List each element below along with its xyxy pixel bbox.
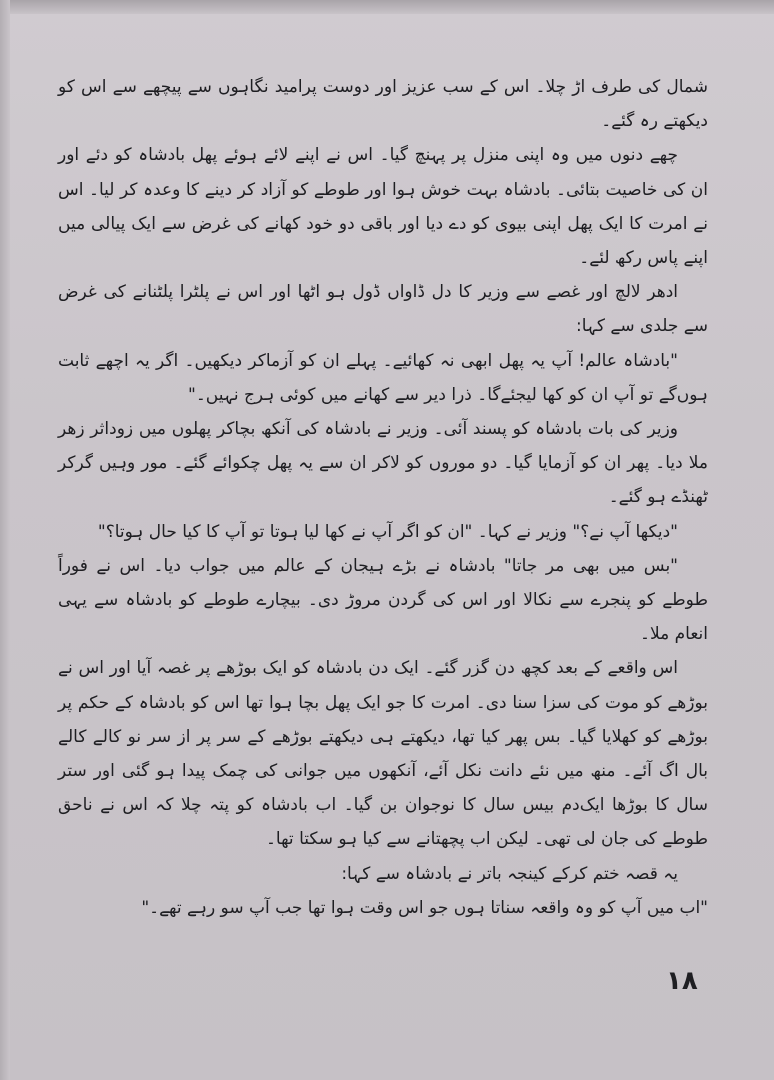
page-top-shadow xyxy=(0,0,774,14)
page-number: ۱۸ xyxy=(666,966,698,996)
paragraph-story-end: یہ قصہ ختم کرکے کینجہ باتر نے بادشاہ سے کہا: xyxy=(341,863,678,884)
paragraph-poisoning: وزیر کی بات بادشاہ کو پسند آئی۔ وزیر نے بادشاہ کی آنکھ بچاکر پھلوں میں زوداثر زھر ملا دیا۔ پھر ان کو آزمایا گیا۔ دو موروں کو لاکر ان سے یہ پھل چکوائے گئے۔ مور وہیں گرکر ٹھنڈے ہو گئے۔ xyxy=(58,419,708,508)
paragraph-vizier-speech: "بادشاہ عالم! آپ یہ پھل ابھی نہ کھائیے۔ پہلے ان کو آزماکر دیکھیں۔ اگر یہ اچھے ثابت ہوں‌گے تو آپ ان کو کھا لیجئے‌گا۔ ذرا دیر سے کھانے میں کوئی ہرج نہیں۔" xyxy=(58,350,708,405)
paragraph-vizier-greed: ادھر لالچ اور غصے سے وزیر کا دل ڈاواں ڈول ہو اٹھا اور اس نے پلٹرا پلٹنانے کی غرض سے جلدی سے کہا: xyxy=(58,282,708,337)
body-text xyxy=(58,70,708,970)
paragraph-vizier-question: "دیکھا آپ نے؟" وزیر نے کہا۔ "ان کو اگر آپ نے کھا لیا ہوتا تو آپ کا کیا حال ہوتا؟" xyxy=(97,521,678,542)
paragraph-arrival: چھے دنوں میں وہ اپنی منزل پر پہنچ گیا۔ اس نے اپنے لائے ہوئے پھل بادشاہ کو دئے اور ان کی خاصیت بتائی۔ بادشاہ بہت خوش ہوا اور طوطے کو آزاد کر دینے کا وعدہ کر لیا۔ اس نے امرت کا ایک پھل اپنی بیوی کو دے دیا اور باقی دو خود کھانے کی غرض سے ایک پیالی میں اپنے پاس رکھ لئے۔ xyxy=(58,145,708,269)
page-binding-shadow xyxy=(0,0,10,1080)
paragraph-king-reply: "بس میں بھی مر جاتا" بادشاہ نے بڑے ہیجان کے عالم میں جواب دیا۔ اس نے فوراً طوطے کو پنجرے سے نکالا اور اس کی گردن مروڑ دی۔ بیچارے طوطے کو بادشاہ سے یہی انعام ملا۔ xyxy=(58,555,708,645)
paragraph-old-man: اس واقعے کے بعد کچھ دن گزر گئے۔ ایک دن بادشاہ کو ایک بوڑھے پر غصہ آیا اور اس نے بوڑھے کو موت کی سزا سنا دی۔ امرت کا جو ایک پھل بچا ہوا تھا اس کو بادشاہ کے حکم پر بوڑھے کو کھلایا گیا۔ بس پھر کیا تھا، دیکھتے ہی دیکھتے بوڑھے کے سر پر از سر نو کالے کالے بال اگ آئے۔ منھ میں نئے دانت نکل آئے، آنکھوں میں جوانی کی چمک پیدا ہو گئی اور ستر سال کا بوڑھا ایک‌دم بیس سال کا نوجوان بن گیا۔ اب بادشاہ کو پتہ چلا کہ اس نے ناحق طوطے کی جان لی تھی۔ لیکن اب پچھتانے سے کیا ہو سکتا تھا۔ xyxy=(58,658,708,850)
paragraph-continuation: شمال کی طرف اڑ چلا۔ اس کے سب عزیز اور دوست پرامید نگاہوں سے پیچھے سے اس کو دیکھتے رہ گئے۔ xyxy=(58,77,708,132)
paragraph-next-story: "اب میں آپ کو وہ واقعہ سناتا ہوں جو اس وقت ہوا تھا جب آپ سو رہے تھے۔" xyxy=(141,897,708,918)
